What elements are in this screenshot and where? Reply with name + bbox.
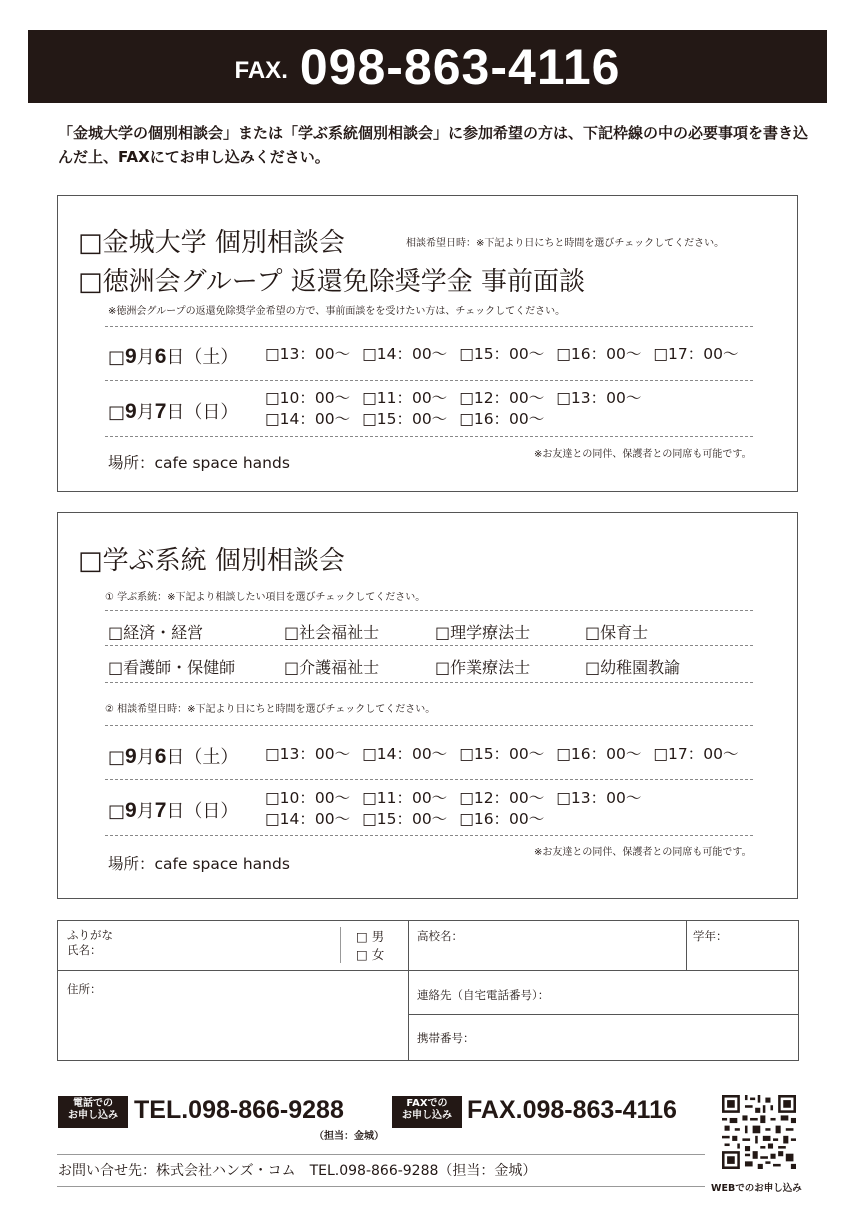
time-slot-checkbox[interactable]: □15：00～ [362,410,448,428]
form-rule [686,920,687,970]
time-slot-checkbox[interactable]: □13：00～ [556,789,642,807]
form-rule [57,970,798,971]
qr-caption: WEBでのお申し込み [711,1183,802,1194]
form-rule [408,1014,798,1015]
sep6-time-slots [265,344,750,365]
time-slot-checkbox[interactable]: □10：00～ [265,789,351,807]
companion-note: ※お友達との同伴、保護者との同席も可能です。 [534,449,752,460]
field-checkbox[interactable]: □介護福祉士 [284,658,380,677]
time-slot-checkbox[interactable]: □16：00～ [556,345,642,363]
time-slot-checkbox[interactable]: □17：00～ [653,745,739,763]
name-field[interactable] [67,928,113,958]
date-sep6-checkbox[interactable]: □9月6日（土） [108,345,239,368]
field-consultation-checkbox[interactable]: □学ぶ系統 個別相談会 [78,546,345,576]
sep6-time-slots [265,744,750,765]
time-slot-checkbox[interactable]: □17：00～ [653,345,739,363]
time-slot-checkbox[interactable]: □13：00～ [556,389,642,407]
field-step2-label: ② 相談希望日時：※下記より日にちと時間を選びチェックしてください。 [105,704,436,715]
field-checkbox[interactable]: □幼稚園教諭 [585,658,681,677]
mobile-field[interactable]: 携帯番号： [417,1031,475,1045]
date-sep7-checkbox[interactable]: □9月7日（日） [108,400,239,423]
fax-label: FAX. [234,56,288,84]
time-slot-checkbox[interactable]: □15：00～ [459,745,545,763]
address-field[interactable]: 住所： [67,982,102,996]
footer-rule [57,1186,705,1187]
field-checkbox[interactable]: □経済・経営 [108,623,204,642]
time-slot-checkbox[interactable]: □14：00～ [265,410,351,428]
time-slot-checkbox[interactable]: □16：00～ [556,745,642,763]
gender-options [356,928,384,964]
divider [105,610,753,611]
form-rule [340,927,341,963]
footer-rule [57,1154,705,1155]
time-slot-checkbox[interactable]: □11：00～ [362,789,448,807]
tel-tag: 電話での お申し込み [58,1096,128,1128]
fax-tag: FAXでの お申し込み [392,1096,462,1128]
divider [105,835,753,836]
time-slot-checkbox[interactable]: □15：00～ [459,345,545,363]
scholarship-interview-note: ※徳洲会グループの返還免除奨学金希望の方で、事前面談をを受けたい方は、チェックしてください。 [108,306,566,317]
divider [105,725,753,726]
field-checkbox[interactable]: □保育士 [585,623,649,642]
fax-number: 098-863-4116 [299,38,621,95]
date-sep7-checkbox[interactable]: □9月7日（日） [108,799,239,822]
time-slot-checkbox[interactable]: □12：00～ [459,389,545,407]
intro-text: 「金城大学の個別相談会」または「学ぶ系統個別相談会」に参加希望の方は、下記枠線の中の必要事項を書き込んだ上、FAXにてお申し込みください。 [58,124,809,166]
scholarship-interview-checkbox[interactable]: □徳洲会グループ 返還免除奨学金 事前面談 [78,267,586,297]
time-slot-checkbox[interactable]: □14：00～ [362,745,448,763]
field-step1-label: ① 学ぶ系統：※下記より相談したい項目を選びチェックしてください。 [105,592,426,603]
field-checkbox[interactable]: □理学療法士 [435,623,531,642]
tel-contact-person: （担当：金城） [314,1131,384,1142]
male-checkbox[interactable]: □ 男 [356,929,385,944]
school-field[interactable]: 高校名： [417,929,463,943]
qr-code-icon[interactable] [722,1095,796,1169]
companion-note: ※お友達との同伴、保護者との同席も可能です。 [534,847,752,858]
venue-text: 場所：cafe space hands [108,454,290,472]
sep7-time-slots [265,788,653,830]
time-slot-checkbox[interactable]: □10：00～ [265,389,351,407]
name-label: 氏名： [67,943,102,957]
fax-number-footer: FAX.098-863-4116 [467,1096,677,1124]
divider [105,779,753,780]
female-checkbox[interactable]: □ 女 [356,947,385,962]
kinjo-consultation-note: 相談希望日時：※下記より日にちと時間を選びチェックしてください。 [406,238,725,249]
divider [105,436,753,437]
time-slot-checkbox[interactable]: □13：00～ [265,345,351,363]
time-slot-checkbox[interactable]: □16：00～ [459,810,545,828]
grade-field[interactable]: 学年： [693,929,728,943]
venue-text: 場所：cafe space hands [108,855,290,873]
time-slot-checkbox[interactable]: □11：00～ [362,389,448,407]
time-slot-checkbox[interactable]: □14：00～ [362,345,448,363]
divider [105,326,753,327]
form-rule [408,920,409,1060]
field-checkbox[interactable]: □作業療法士 [435,658,531,677]
field-checkbox[interactable]: □看護師・保健師 [108,658,236,677]
time-slot-checkbox[interactable]: □15：00～ [362,810,448,828]
time-slot-checkbox[interactable]: □16：00～ [459,410,545,428]
time-slot-checkbox[interactable]: □12：00～ [459,789,545,807]
inquiry-text: お問い合せ先：株式会社ハンズ・コム TEL.098-866-9288（担当：金城） [58,1163,537,1179]
field-checkbox[interactable]: □社会福祉士 [284,623,380,642]
time-slot-checkbox[interactable]: □14：00～ [265,810,351,828]
home-phone-field[interactable]: 連絡先（自宅電話番号）： [417,988,550,1002]
date-sep6-checkbox[interactable]: □9月6日（土） [108,745,239,768]
divider [105,380,753,381]
tel-number[interactable]: TEL.098-866-9288 [134,1096,344,1124]
furigana-label: ふりがな [67,928,113,942]
sep7-time-slots [265,388,653,430]
kinjo-consultation-checkbox[interactable]: □金城大学 個別相談会 [78,228,345,258]
fax-header-bar [28,30,827,103]
divider [105,645,753,646]
divider [105,682,753,683]
time-slot-checkbox[interactable]: □13：00～ [265,745,351,763]
